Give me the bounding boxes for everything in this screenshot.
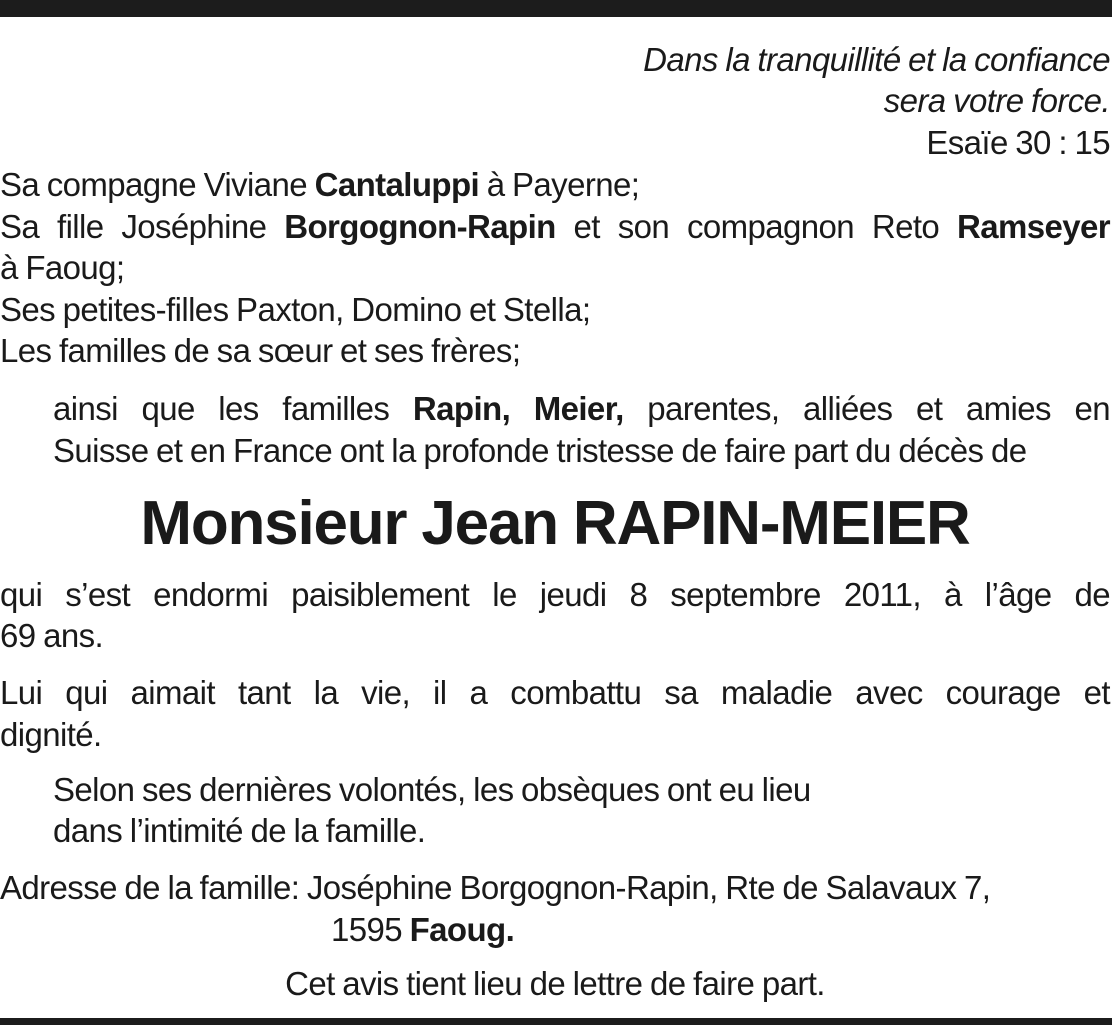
- family-line-companion: [0, 165, 639, 205]
- quote-reference: Esaïe 30 : 15: [926, 124, 1110, 161]
- family-text: Sa fille Joséphine: [0, 208, 285, 245]
- family-line-location: à Faoug;: [0, 249, 125, 286]
- funeral-line-2: dans l’intimité de la famille.: [53, 812, 426, 849]
- quote-line-1: Dans la tranquillité et la confiance: [643, 41, 1110, 78]
- family-text: et son compagnon Reto: [555, 208, 958, 245]
- family-line-daughter: [0, 207, 1110, 247]
- address-street: Joséphine Borgognon-Rapin, Rte de Salavaux 7,: [306, 869, 991, 906]
- announcement-line-2: Suisse et en France ont la profonde tristesse de faire part du décès de: [53, 432, 1027, 469]
- bottom-border-rule: [0, 1018, 1112, 1025]
- family-surname: Borgognon-Rapin: [284, 208, 556, 245]
- deceased-name: Monsieur Jean RAPIN-MEIER: [140, 489, 970, 558]
- closing-note: Cet avis tient lieu de lettre de faire part.: [285, 965, 825, 1002]
- tribute-line-1: Lui qui aimait tant la vie, il a combattu sa maladie avec courage et: [0, 674, 1110, 711]
- tribute-line-2: dignité.: [0, 716, 102, 753]
- family-surname: Cantaluppi: [314, 166, 480, 203]
- death-line-1: qui s’est endormi paisiblement le jeudi 8 septembre 2011, à l’âge de: [0, 576, 1110, 613]
- address-postal-code: 1595: [331, 911, 410, 948]
- family-text: à Payerne;: [479, 166, 640, 203]
- family-line-siblings: Les familles de sa sœur et ses frères;: [0, 332, 521, 369]
- quote-line-2: sera votre force.: [883, 82, 1110, 119]
- funeral-line-1: Selon ses dernières volontés, les obsèques ont eu lieu: [53, 771, 811, 808]
- announcement-text: parentes, alliées et amies en: [623, 390, 1110, 427]
- top-border-rule: [0, 0, 1112, 17]
- address-city: Faoug.: [409, 911, 515, 948]
- family-text: Sa compagne Viviane: [0, 166, 315, 203]
- announcement-surnames: Rapin, Meier,: [412, 390, 624, 427]
- address-line-1: [0, 868, 990, 908]
- address-line-2: [331, 910, 514, 950]
- announcement-line-1: [53, 389, 1110, 429]
- address-label: Adresse de la famille:: [0, 869, 307, 906]
- family-line-granddaughters: Ses petites-filles Paxton, Domino et Stella;: [0, 291, 591, 328]
- family-surname: Ramseyer: [957, 208, 1111, 245]
- death-line-2: 69 ans.: [0, 617, 104, 654]
- announcement-text: ainsi que les familles: [53, 390, 413, 427]
